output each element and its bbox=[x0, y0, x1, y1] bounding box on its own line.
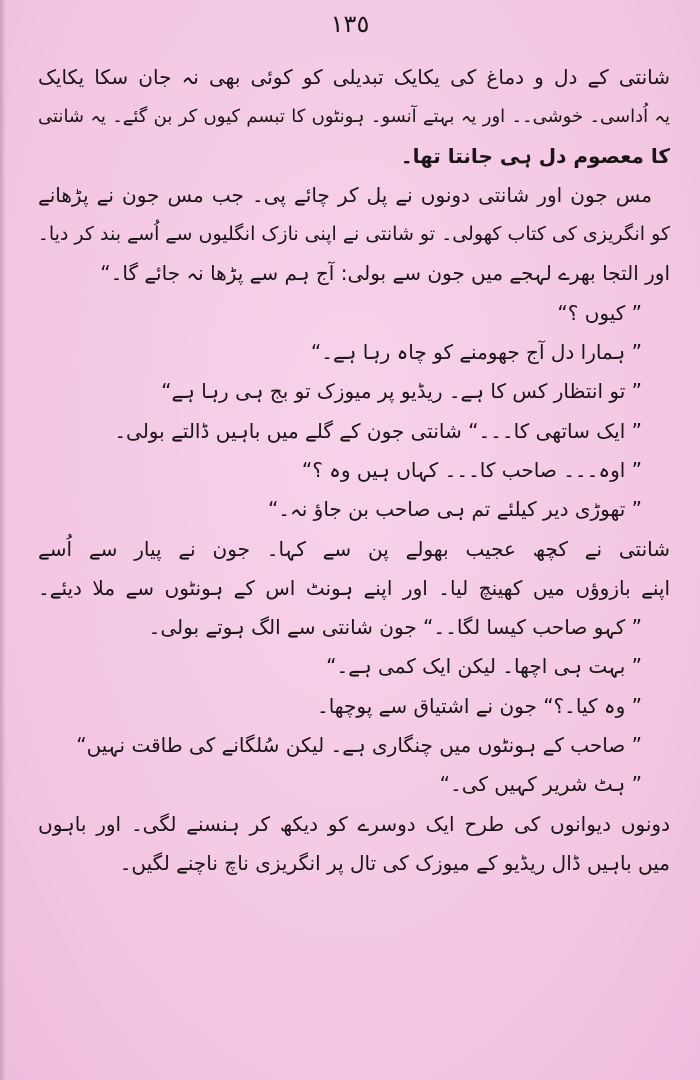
dialogue-line: ” ایک ساتھی کا۔۔۔“ شانتی جون کے گلے میں باہیں ڈالتے بولی۔ bbox=[114, 418, 642, 443]
text-line: کو انگریزی کی کتاب کھولی۔ تو شانتی نے اپنی نازک انگلیوں سے اُسے بند کر دیا۔ bbox=[38, 223, 670, 246]
text-line: کا معصوم دل ہی جانتا تھا۔ bbox=[400, 143, 670, 168]
text-line: یہ اُداسی۔ خوشی۔۔ اور یہ بہتے آنسو۔ ہونٹوں کا تبسم کیوں کر بن گئے۔ یہ شانتی bbox=[38, 106, 670, 128]
text-line: شانتی نے کچھ عجیب بھولے پن سے کہا۔ جون نے پیار سے اُسے bbox=[38, 536, 670, 561]
page-body-text bbox=[38, 58, 670, 883]
dialogue-line: ” کہو صاحب کیسا لگا۔۔“ جون شانتی سے الگ ہوتے بولی۔ bbox=[148, 615, 642, 640]
dialogue-line: ” صاحب کے ہونٹوں میں چنگاری ہے۔ لیکن سُلگانے کی طاقت نہیں“ bbox=[76, 733, 642, 758]
page-edge-shadow bbox=[0, 0, 6, 1080]
dialogue-line: ” تھوڑی دیر کیلئے تم ہی صاحب بن جاؤ نہ۔“ bbox=[267, 497, 642, 522]
dialogue-line: ” بہت ہی اچھا۔ لیکن ایک کمی ہے۔“ bbox=[326, 654, 642, 679]
text-line: اپنے بازوؤں میں کھینچ لیا۔ اور اپنے ہونٹ اس کے ہونٹوں سے ملا دیئے۔ bbox=[38, 575, 670, 600]
dialogue-line: ” تو انتظار کس کا ہے۔ ریڈیو پر میوزک تو بج ہی رہا ہے“ bbox=[161, 379, 642, 404]
dialogue-line: ” وہ کیا۔؟“ جون نے اشتیاق سے پوچھا۔ bbox=[316, 693, 642, 718]
text-line: میں باہیں ڈال ریڈیو کے میوزک کی تال پر انگریزی ناچ ناچنے لگیں۔ bbox=[119, 850, 670, 875]
dialogue-line: ” ہٹ شریر کہیں کی۔“ bbox=[439, 772, 642, 797]
dialogue-line: ” کیوں ؟“ bbox=[557, 300, 642, 325]
dialogue-line: ” ہمارا دل آج جھومنے کو چاہ رہا ہے۔“ bbox=[310, 340, 642, 365]
text-line: شانتی کے دل و دماغ کی یکایک تبدیلی کو کوئی بھی نہ جان سکا یکایک bbox=[38, 65, 670, 89]
dialogue-line: ” اوہ۔۔۔ صاحب کا۔۔۔ کہاں ہیں وہ ؟“ bbox=[301, 457, 642, 482]
text-line: دونوں دیوانوں کی طرح ایک دوسرے کو دیکھ کر ہنسنے لگی۔ اور باہوں bbox=[38, 811, 670, 836]
page-number: ١٣٥ bbox=[330, 10, 370, 38]
text-line: مس جون اور شانتی دونوں نے پل کر چائے پی۔ جب مس جون نے پڑھانے bbox=[38, 182, 652, 207]
text-line: اور التجا بھرے لہجے میں جون سے بولی: آج ہم سے پڑھا نہ جائے گا۔“ bbox=[100, 261, 670, 286]
